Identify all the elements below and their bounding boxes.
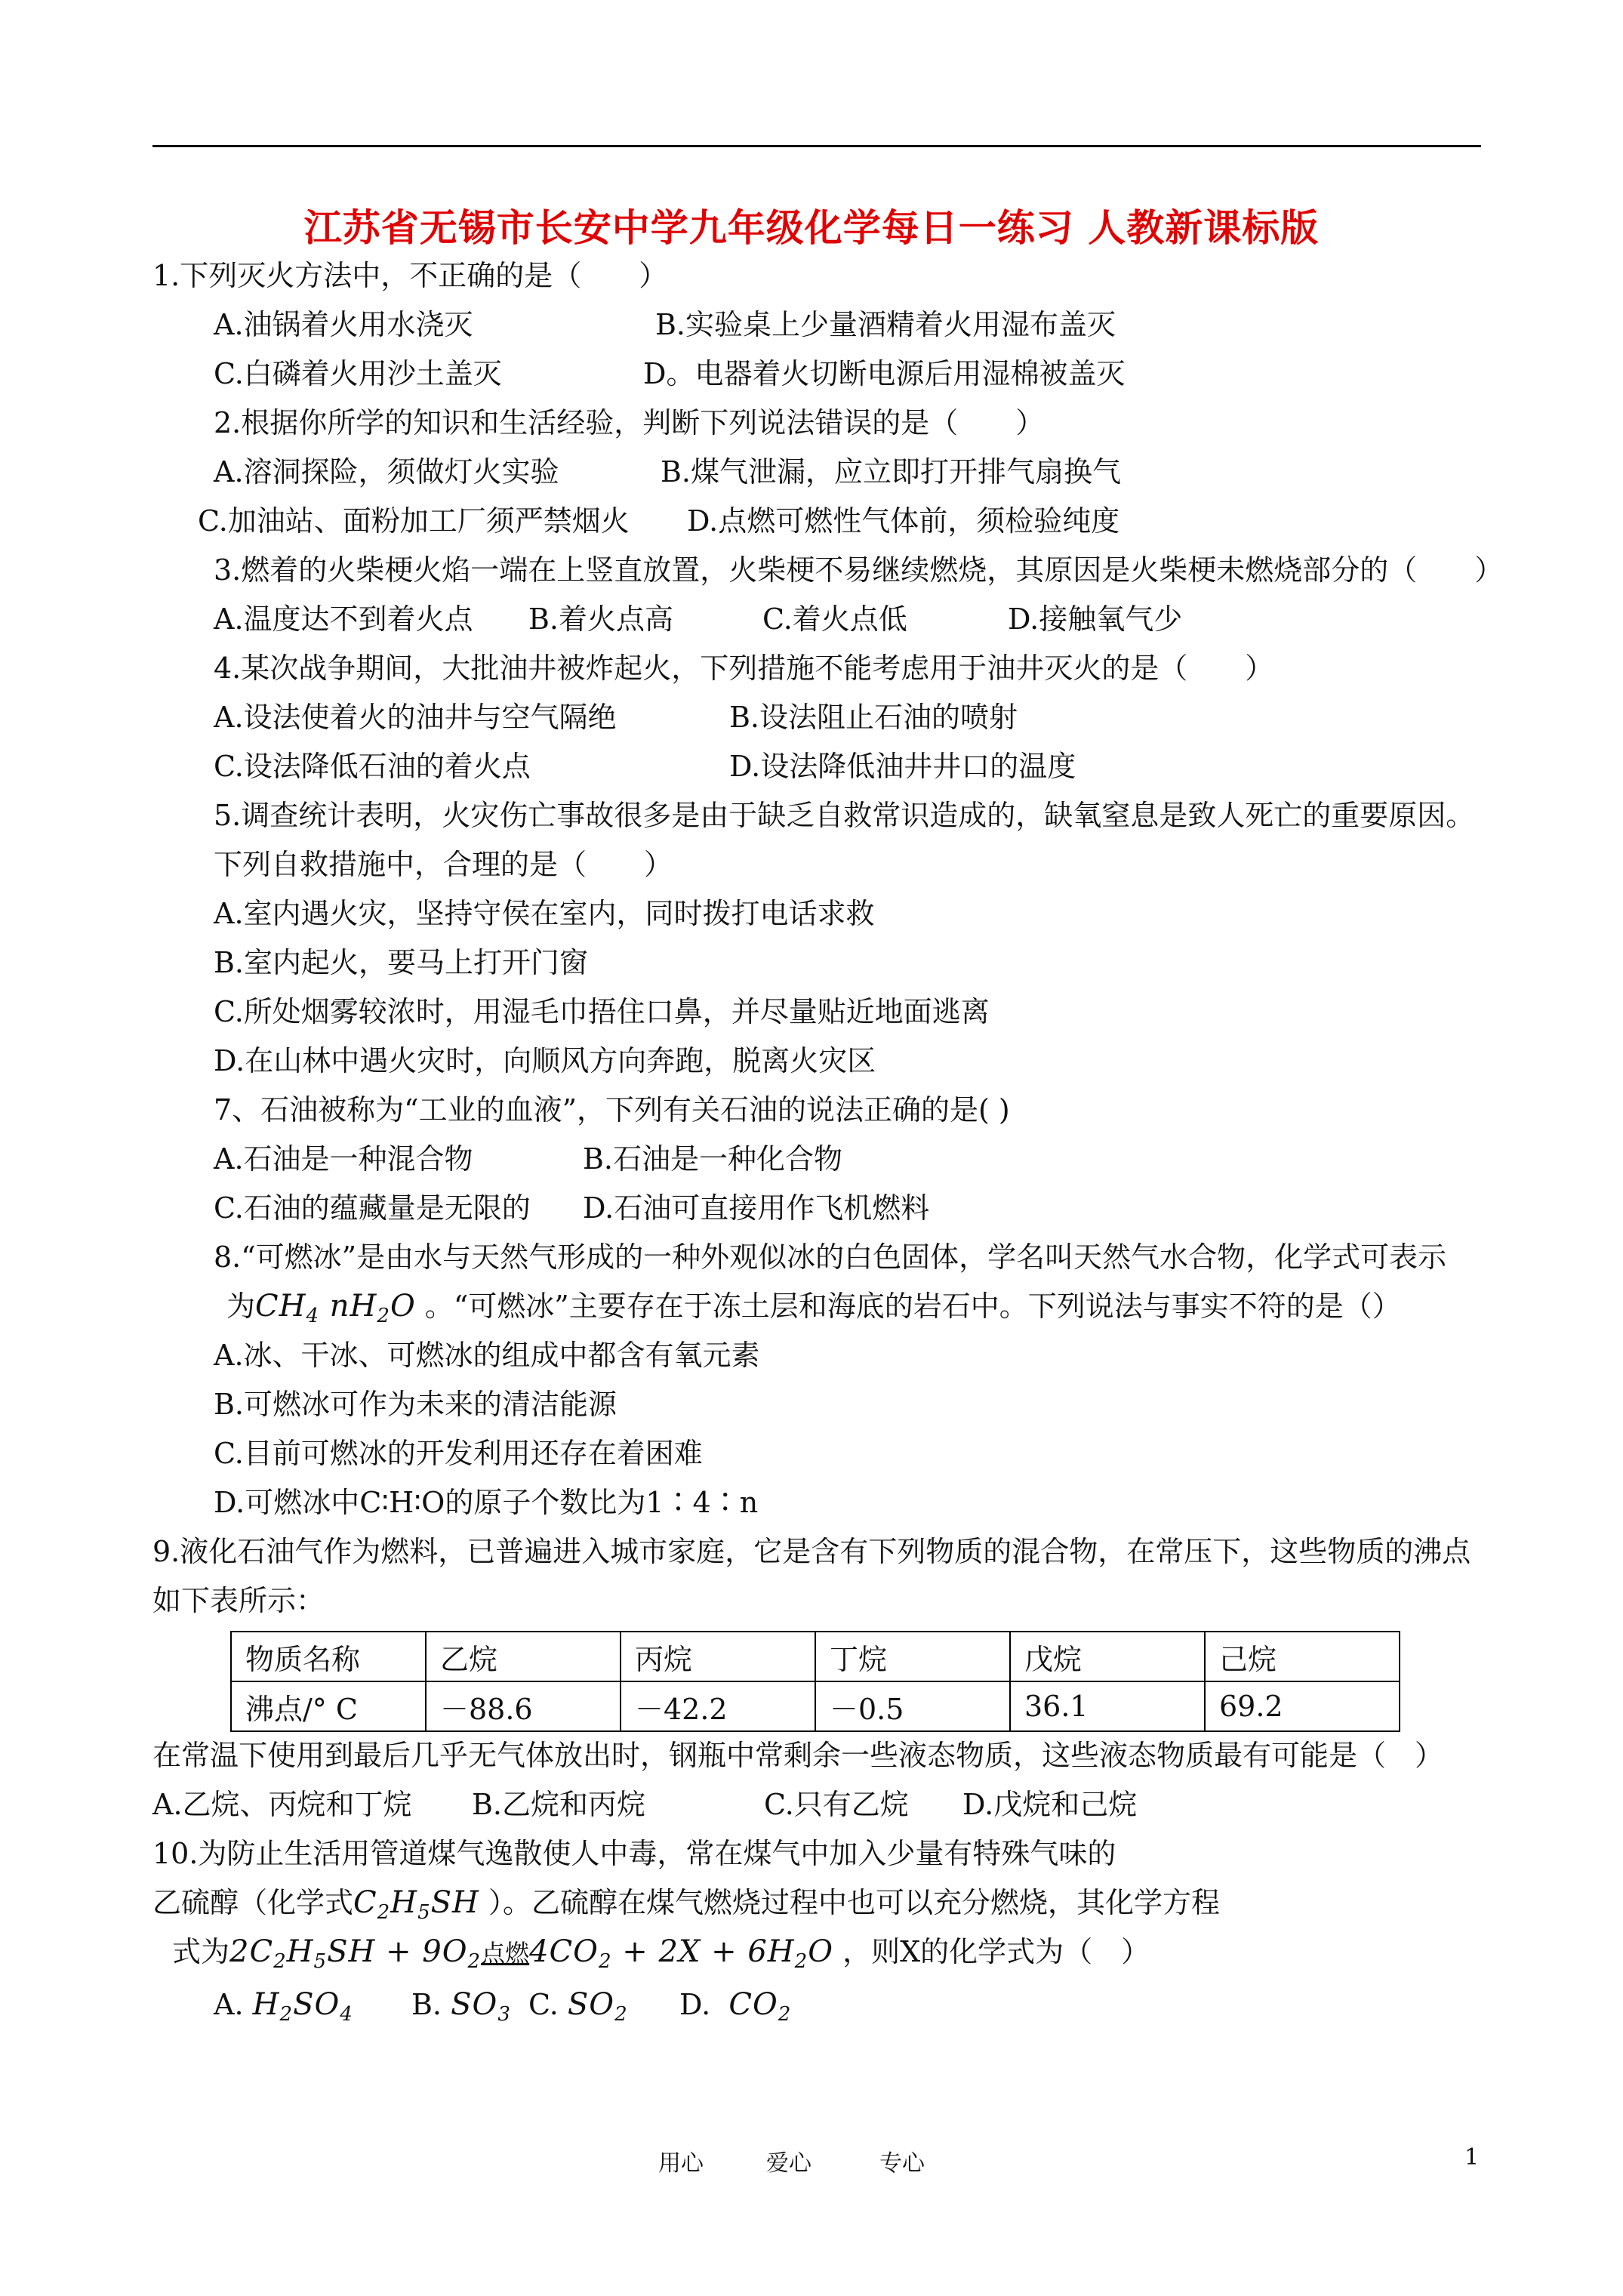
question-8-option-d: D.可燃冰中C∶H∶O的原子个数比为1∶4∶n (214, 1486, 759, 1519)
question-3-option-d: D.接触氧气少 (1008, 603, 1183, 636)
question-1-stem: 1.下列灭火方法中，不正确的是（ ） (152, 259, 668, 292)
question-8-stem-line-1: 8.“可燃冰”是由水与天然气形成的一种外观似冰的白色固体，学名叫天然气水合物，化学式可表示 (214, 1240, 1447, 1274)
page-title: 江苏省无锡市长安中学九年级化学每日一练习 人教新课标版 (303, 206, 1320, 250)
table-cell: 沸点/° C (231, 1681, 426, 1731)
table-cell: －0.5 (815, 1681, 1010, 1731)
question-1-option-c: C.白磷着火用沙土盖灭 (214, 357, 502, 390)
footer-mid: 爱心 (766, 2150, 812, 2177)
question-7-option-d: D.石油可直接用作飞机燃料 (583, 1191, 930, 1225)
option-a-label: A. (214, 1988, 244, 2021)
question-9-stem-line-3: 在常温下使用到最后几乎无气体放出时，钢瓶中常剩余一些液态物质，这些液态物质最有可能是（ ） (152, 1739, 1444, 1772)
question-10-equation-pre: 式为 (172, 1935, 230, 1968)
question-4-option-a: A.设法使着火的油井与空气隔绝 (214, 701, 617, 734)
question-9-option-d: D.戊烷和己烷 (962, 1788, 1138, 1821)
page-number: 1 (1464, 2144, 1480, 2171)
question-9-option-a: A.乙烷、丙烷和丁烷 (152, 1788, 412, 1821)
question-1-option-b: B.实验桌上少量酒精着火用湿布盖灭 (655, 308, 1116, 341)
question-8-stem-post: 。“可燃冰”主要存在于冻土层和海底的岩石中。下列说法与事实不符的是（） (424, 1290, 1401, 1323)
table-cell: 物质名称 (231, 1632, 426, 1681)
table-cell: －88.6 (426, 1681, 621, 1731)
question-9-stem-line-2: 如下表所示： (152, 1584, 325, 1617)
table-row (231, 1681, 1400, 1731)
question-8-option-c: C.目前可燃冰的开发利用还存在着困难 (214, 1437, 703, 1470)
question-9-option-c: C.只有乙烷 (764, 1788, 909, 1821)
question-2-option-c: C.加油站、面粉加工厂须严禁烟火 (198, 504, 630, 538)
question-8-stem-line-2 (226, 1287, 1401, 1335)
question-4-option-b: B.设法阻止石油的喷射 (729, 701, 1018, 734)
table-cell: 36.1 (1010, 1681, 1205, 1731)
question-10-option-c (528, 1986, 628, 2033)
reaction-condition: 点燃 (481, 1939, 530, 1968)
question-2-option-a: A.溶洞探险，须做灯火实验 (214, 455, 559, 488)
question-3-option-b: B.着火点高 (528, 603, 674, 636)
question-2-option-d: D.点燃可燃性气体前，须检验纯度 (687, 504, 1120, 538)
question-2-option-b: B.煤气泄漏，应立即打开排气扇换气 (661, 455, 1122, 488)
question-5-option-d: D.在山林中遇火灾时，向顺风方向奔跑，脱离火灾区 (214, 1044, 876, 1077)
question-1-option-a: A.油锅着火用水浇灭 (214, 308, 473, 341)
question-10-equation-post: ，则X的化学式为（ ） (842, 1935, 1150, 1968)
table-cell: 丁烷 (815, 1632, 1010, 1681)
footer-right: 专心 (879, 2150, 925, 2177)
table-row (231, 1632, 1400, 1681)
boiling-point-table (230, 1631, 1400, 1732)
question-10-stem-line-3 (172, 1933, 1150, 1980)
table-cell: 丙烷 (621, 1632, 815, 1681)
question-9-stem-line-1: 9.液化石油气作为燃料，已普遍进入城市家庭，它是含有下列物质的混合物，在常压下，这些物质的沸点 (152, 1535, 1471, 1568)
question-9-option-b: B.乙烷和丙烷 (472, 1788, 646, 1821)
question-10-option-b (411, 1986, 511, 2033)
option-b-label: B. (411, 1988, 442, 2021)
question-10-option-a (214, 1986, 353, 2033)
formula-ch4-nh2o: $CH_4$ $nH_2O$ (255, 1289, 416, 1327)
table-cell: 戊烷 (1010, 1632, 1205, 1681)
question-10-stem-pre: 乙硫醇（化学式 (152, 1886, 354, 1919)
question-5-option-b: B.室内起火，要马上打开门窗 (214, 946, 589, 979)
chemical-equation: $2C_2H_5SH + 9O_2$ (229, 1934, 482, 1973)
question-3-option-c: C.着火点低 (762, 603, 907, 636)
question-8-option-a: A.冰、干冰、可燃冰的组成中都含有氧元素 (214, 1339, 760, 1372)
formula-h2so4: $H_2SO_4$ (252, 1987, 353, 2026)
formula-co2: $CO_2$ (728, 1987, 792, 2026)
table-cell: 乙烷 (426, 1632, 621, 1681)
question-4-stem: 4.某次战争期间，大批油井被炸起火，下列措施不能考虑用于油井灭火的是（ ） (214, 652, 1274, 685)
question-5-option-c: C.所处烟雾较浓时，用湿毛巾捂住口鼻，并尽量贴近地面逃离 (214, 995, 990, 1028)
chemical-equation-products: $4CO_2 + 2X + 6H_2O$ (529, 1934, 834, 1973)
question-7-option-b: B.石油是一种化合物 (583, 1142, 843, 1176)
question-10-stem-post: ）。乙硫醇在煤气燃烧过程中也可以充分燃烧，其化学方程 (488, 1886, 1221, 1919)
table-cell: 己烷 (1205, 1632, 1400, 1681)
question-3-option-a: A.温度达不到着火点 (214, 603, 473, 636)
question-4-option-c: C.设法降低石油的着火点 (214, 750, 531, 783)
question-8-stem-pre: 为 (226, 1290, 256, 1323)
question-10-stem-line-1: 10.为防止生活用管道煤气逸散使人中毒，常在煤气中加入少量有特殊气味的 (152, 1837, 1116, 1870)
question-3-stem: 3.燃着的火柴梗火焰一端在上竖直放置，火柴梗不易继续燃烧，其原因是火柴梗未燃烧部分的（ ） (214, 553, 1504, 587)
option-d-label: D. (679, 1988, 711, 2021)
formula-so3: $SO_3$ (451, 1987, 511, 2026)
question-4-option-d: D.设法降低油井井口的温度 (729, 750, 1076, 783)
formula-so2: $SO_2$ (567, 1987, 628, 2026)
question-8-option-b: B.可燃冰可作为未来的清洁能源 (214, 1388, 617, 1421)
formula-c2h5sh: $C_2H_5SH$ (353, 1885, 479, 1924)
footer-left: 用心 (658, 2150, 704, 2177)
question-7-option-c: C.石油的蕴藏量是无限的 (214, 1191, 531, 1225)
question-2-stem: 2.根据你所学的知识和生活经验，判断下列说法错误的是（ ） (214, 406, 1045, 439)
question-1-option-d: D。电器着火切断电源后用湿棉被盖灭 (643, 357, 1126, 390)
question-10-option-d (679, 1986, 791, 2033)
question-7-stem: 7、石油被称为“工业的血液”，下列有关石油的说法正确的是( ) (214, 1093, 1010, 1126)
question-5-option-a: A.室内遇火灾，坚持守侯在室内，同时拨打电话求救 (214, 897, 875, 930)
header-rule (152, 145, 1481, 147)
question-7-option-a: A.石油是一种混合物 (214, 1142, 473, 1176)
question-5-stem-line-2: 下列自救措施中，合理的是（ ） (214, 848, 673, 881)
question-5-stem-line-1: 5.调查统计表明，火灾伤亡事故很多是由于缺乏自救常识造成的，缺氧窒息是致人死亡的重要原因。 (214, 799, 1475, 832)
question-10-stem-line-2 (152, 1884, 1220, 1931)
table-cell: －42.2 (621, 1681, 815, 1731)
table-cell: 69.2 (1205, 1681, 1400, 1731)
option-c-label: C. (528, 1988, 559, 2021)
